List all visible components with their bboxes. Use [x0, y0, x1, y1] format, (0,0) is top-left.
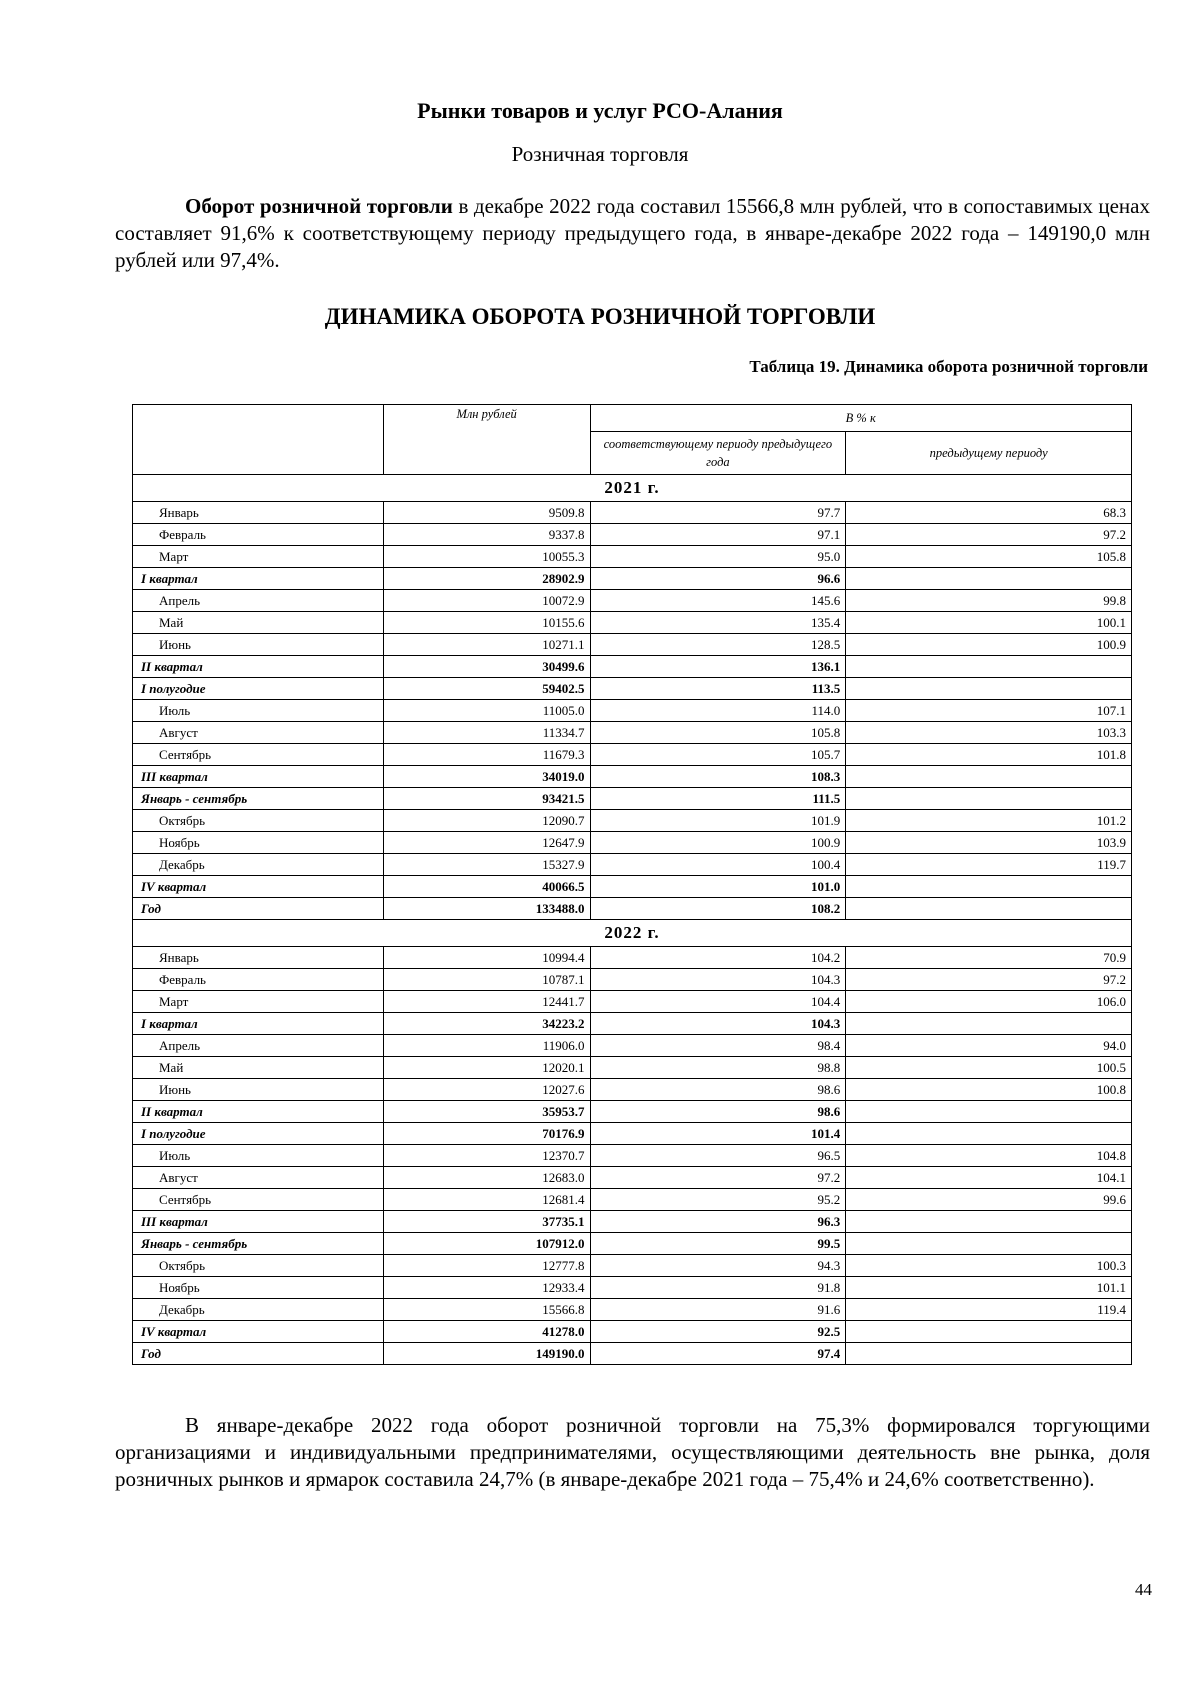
cell-same-period: 92.5 [590, 1321, 846, 1343]
cell-prev-period: 103.9 [846, 832, 1132, 854]
cell-same-period: 105.8 [590, 722, 846, 744]
cell-same-period: 108.3 [590, 766, 846, 788]
row-label: Май [133, 612, 384, 634]
page-number: 44 [1135, 1580, 1152, 1599]
cell-same-period: 104.2 [590, 947, 846, 969]
cell-mln: 9337.8 [383, 524, 590, 546]
section-heading: ДИНАМИКА ОБОРОТА РОЗНИЧНОЙ ТОРГОВЛИ [324, 304, 876, 329]
row-label: Март [133, 991, 384, 1013]
row-label: I полугодие [133, 678, 384, 700]
cell-mln: 30499.6 [383, 656, 590, 678]
cell-same-period: 91.6 [590, 1299, 846, 1321]
row-label: Февраль [133, 524, 384, 546]
cell-same-period: 100.4 [590, 854, 846, 876]
year-row [133, 475, 1132, 502]
table-row [133, 788, 1132, 810]
cell-prev-period [846, 1343, 1132, 1365]
table-row [133, 744, 1132, 766]
row-label: Сентябрь [133, 1189, 384, 1211]
table-row [133, 1211, 1132, 1233]
row-label: Март [133, 546, 384, 568]
cell-mln: 9509.8 [383, 502, 590, 524]
cell-prev-period: 99.6 [846, 1189, 1132, 1211]
table-row [133, 524, 1132, 546]
cell-prev-period: 99.8 [846, 590, 1132, 612]
cell-prev-period: 101.2 [846, 810, 1132, 832]
cell-same-period: 96.6 [590, 568, 846, 590]
outro-text: В январе-декабре 2022 года оборот розничной торговли на 75,3% формировался торгующими организациями и индивидуальными предпринимателями, осуществляющими деятельность вне рынка, доля розничных рынков и ярмарок составила 24,7% (в январе-декабре 2021 года – 75,4% и 24,6% соответственно). [115, 1413, 1150, 1491]
cell-same-period: 96.5 [590, 1145, 846, 1167]
intro-lead: Оборот розничной торговли [185, 194, 453, 218]
table-row [133, 1255, 1132, 1277]
cell-prev-period: 68.3 [846, 502, 1132, 524]
cell-mln: 37735.1 [383, 1211, 590, 1233]
row-label: I квартал [133, 1013, 384, 1035]
row-label: Июль [133, 1145, 384, 1167]
cell-mln: 15566.8 [383, 1299, 590, 1321]
cell-same-period: 95.2 [590, 1189, 846, 1211]
cell-prev-period: 104.1 [846, 1167, 1132, 1189]
table-row [133, 700, 1132, 722]
row-label: II квартал [133, 1101, 384, 1123]
cell-prev-period: 100.5 [846, 1057, 1132, 1079]
cell-same-period: 113.5 [590, 678, 846, 700]
turnover-table [132, 404, 1132, 1365]
cell-mln: 28902.9 [383, 568, 590, 590]
table-row [133, 1123, 1132, 1145]
cell-prev-period [846, 678, 1132, 700]
table-row [133, 1167, 1132, 1189]
cell-mln: 10155.6 [383, 612, 590, 634]
table-row [133, 1233, 1132, 1255]
row-label: I квартал [133, 568, 384, 590]
row-label: Июнь [133, 1079, 384, 1101]
cell-mln: 12933.4 [383, 1277, 590, 1299]
cell-same-period: 104.3 [590, 1013, 846, 1035]
cell-same-period: 108.2 [590, 898, 846, 920]
cell-prev-period: 100.9 [846, 634, 1132, 656]
row-label: Апрель [133, 1035, 384, 1057]
table-row [133, 1299, 1132, 1321]
table-row [133, 1189, 1132, 1211]
table-row [133, 634, 1132, 656]
cell-same-period: 128.5 [590, 634, 846, 656]
cell-prev-period [846, 898, 1132, 920]
row-label: Сентябрь [133, 744, 384, 766]
row-label: Декабрь [133, 1299, 384, 1321]
cell-prev-period: 100.8 [846, 1079, 1132, 1101]
cell-mln: 149190.0 [383, 1343, 590, 1365]
cell-mln: 12647.9 [383, 832, 590, 854]
cell-mln: 10271.1 [383, 634, 590, 656]
row-label: Октябрь [133, 1255, 384, 1277]
row-label: Январь - сентябрь [133, 788, 384, 810]
intro-paragraph [115, 193, 1150, 274]
cell-prev-period: 101.8 [846, 744, 1132, 766]
year-label: 2022 г. [133, 920, 1132, 947]
cell-prev-period: 101.1 [846, 1277, 1132, 1299]
page-subtitle: Розничная торговля [511, 142, 689, 166]
table-row [133, 1057, 1132, 1079]
table-row [133, 1145, 1132, 1167]
row-label: Декабрь [133, 854, 384, 876]
table-row [133, 766, 1132, 788]
table-row [133, 546, 1132, 568]
cell-prev-period [846, 1101, 1132, 1123]
row-label: II квартал [133, 656, 384, 678]
cell-mln: 11906.0 [383, 1035, 590, 1057]
cell-same-period: 136.1 [590, 656, 846, 678]
row-label: Январь [133, 502, 384, 524]
cell-mln: 12683.0 [383, 1167, 590, 1189]
cell-same-period: 91.8 [590, 1277, 846, 1299]
cell-mln: 10072.9 [383, 590, 590, 612]
header-empty-cell [133, 405, 384, 475]
cell-mln: 133488.0 [383, 898, 590, 920]
cell-same-period: 145.6 [590, 590, 846, 612]
cell-same-period: 104.3 [590, 969, 846, 991]
cell-mln: 11334.7 [383, 722, 590, 744]
page-title: Рынки товаров и услуг РСО-Алания [417, 98, 783, 123]
outro-paragraph [115, 1412, 1150, 1493]
cell-same-period: 99.5 [590, 1233, 846, 1255]
cell-prev-period [846, 568, 1132, 590]
cell-same-period: 97.7 [590, 502, 846, 524]
table-body [133, 475, 1132, 1365]
table-row [133, 1321, 1132, 1343]
table-row [133, 656, 1132, 678]
cell-mln: 12777.8 [383, 1255, 590, 1277]
cell-same-period: 98.4 [590, 1035, 846, 1057]
cell-prev-period [846, 1211, 1132, 1233]
table-row [133, 947, 1132, 969]
cell-prev-period [846, 1123, 1132, 1145]
cell-same-period: 98.6 [590, 1101, 846, 1123]
table-row [133, 1079, 1132, 1101]
cell-mln: 70176.9 [383, 1123, 590, 1145]
table-row [133, 854, 1132, 876]
cell-same-period: 98.8 [590, 1057, 846, 1079]
cell-same-period: 95.0 [590, 546, 846, 568]
cell-mln: 12441.7 [383, 991, 590, 1013]
table-row [133, 1343, 1132, 1365]
row-label: Январь - сентябрь [133, 1233, 384, 1255]
table-row [133, 969, 1132, 991]
row-label: IV квартал [133, 876, 384, 898]
cell-mln: 12020.1 [383, 1057, 590, 1079]
table-row [133, 612, 1132, 634]
cell-prev-period [846, 766, 1132, 788]
cell-prev-period: 106.0 [846, 991, 1132, 1013]
cell-prev-period: 97.2 [846, 969, 1132, 991]
header-same-period: соответствующему периоду предыдущего года [590, 432, 846, 475]
row-label: Апрель [133, 590, 384, 612]
cell-mln: 11679.3 [383, 744, 590, 766]
cell-same-period: 105.7 [590, 744, 846, 766]
row-label: Июль [133, 700, 384, 722]
table-row [133, 1013, 1132, 1035]
cell-mln: 12370.7 [383, 1145, 590, 1167]
cell-prev-period: 104.8 [846, 1145, 1132, 1167]
cell-mln: 12027.6 [383, 1079, 590, 1101]
cell-mln: 10055.3 [383, 546, 590, 568]
table-row [133, 991, 1132, 1013]
row-label: Октябрь [133, 810, 384, 832]
cell-mln: 35953.7 [383, 1101, 590, 1123]
row-label: Год [133, 1343, 384, 1365]
year-row [133, 920, 1132, 947]
table-row [133, 832, 1132, 854]
cell-prev-period: 70.9 [846, 947, 1132, 969]
cell-prev-period: 107.1 [846, 700, 1132, 722]
intro-text: в декабре 2022 года составил 15566,8 млн рублей, что в сопоставимых ценах составляет 91,6% к соответствующему периоду предыдущего года, в январе-декабре 2022 года – 149190,0 млн рублей или 97,4%. [115, 194, 1150, 272]
cell-same-period: 101.4 [590, 1123, 846, 1145]
table-row [133, 502, 1132, 524]
table-row [133, 568, 1132, 590]
cell-mln: 10787.1 [383, 969, 590, 991]
table-row [133, 678, 1132, 700]
cell-same-period: 135.4 [590, 612, 846, 634]
table-row [133, 898, 1132, 920]
table-row [133, 810, 1132, 832]
row-label: Май [133, 1057, 384, 1079]
table-caption: Таблица 19. Динамика оборота розничной торговли [749, 357, 1148, 376]
cell-prev-period: 119.4 [846, 1299, 1132, 1321]
row-label: Февраль [133, 969, 384, 991]
cell-same-period: 94.3 [590, 1255, 846, 1277]
row-label: I полугодие [133, 1123, 384, 1145]
cell-same-period: 97.2 [590, 1167, 846, 1189]
cell-mln: 12681.4 [383, 1189, 590, 1211]
table-row [133, 1035, 1132, 1057]
header-prev-period: предыдущему периоду [846, 432, 1132, 475]
cell-prev-period [846, 788, 1132, 810]
cell-prev-period [846, 1013, 1132, 1035]
cell-same-period: 104.4 [590, 991, 846, 1013]
cell-mln: 93421.5 [383, 788, 590, 810]
cell-prev-period [846, 876, 1132, 898]
cell-prev-period: 94.0 [846, 1035, 1132, 1057]
row-label: Июнь [133, 634, 384, 656]
table-row [133, 1101, 1132, 1123]
cell-mln: 41278.0 [383, 1321, 590, 1343]
row-label: IV квартал [133, 1321, 384, 1343]
cell-prev-period: 119.7 [846, 854, 1132, 876]
cell-mln: 12090.7 [383, 810, 590, 832]
table-row [133, 1277, 1132, 1299]
cell-same-period: 114.0 [590, 700, 846, 722]
row-label: Ноябрь [133, 832, 384, 854]
cell-same-period: 97.4 [590, 1343, 846, 1365]
cell-prev-period: 97.2 [846, 524, 1132, 546]
table-row [133, 876, 1132, 898]
header-mln: Млн рублей [383, 405, 590, 475]
cell-mln: 34019.0 [383, 766, 590, 788]
cell-prev-period: 100.3 [846, 1255, 1132, 1277]
cell-mln: 11005.0 [383, 700, 590, 722]
cell-same-period: 98.6 [590, 1079, 846, 1101]
cell-same-period: 100.9 [590, 832, 846, 854]
row-label: Ноябрь [133, 1277, 384, 1299]
cell-mln: 59402.5 [383, 678, 590, 700]
cell-mln: 107912.0 [383, 1233, 590, 1255]
cell-mln: 40066.5 [383, 876, 590, 898]
row-label: III квартал [133, 766, 384, 788]
cell-mln: 10994.4 [383, 947, 590, 969]
table-row [133, 722, 1132, 744]
cell-prev-period [846, 656, 1132, 678]
cell-same-period: 111.5 [590, 788, 846, 810]
cell-same-period: 97.1 [590, 524, 846, 546]
row-label: III квартал [133, 1211, 384, 1233]
year-label: 2021 г. [133, 475, 1132, 502]
cell-prev-period: 100.1 [846, 612, 1132, 634]
row-label: Январь [133, 947, 384, 969]
cell-prev-period: 105.8 [846, 546, 1132, 568]
cell-same-period: 96.3 [590, 1211, 846, 1233]
cell-same-period: 101.0 [590, 876, 846, 898]
row-label: Август [133, 1167, 384, 1189]
cell-prev-period [846, 1233, 1132, 1255]
cell-prev-period [846, 1321, 1132, 1343]
cell-mln: 15327.9 [383, 854, 590, 876]
table-row [133, 590, 1132, 612]
row-label: Год [133, 898, 384, 920]
row-label: Август [133, 722, 384, 744]
cell-prev-period: 103.3 [846, 722, 1132, 744]
header-pct: В % к [590, 405, 1132, 432]
cell-same-period: 101.9 [590, 810, 846, 832]
cell-mln: 34223.2 [383, 1013, 590, 1035]
